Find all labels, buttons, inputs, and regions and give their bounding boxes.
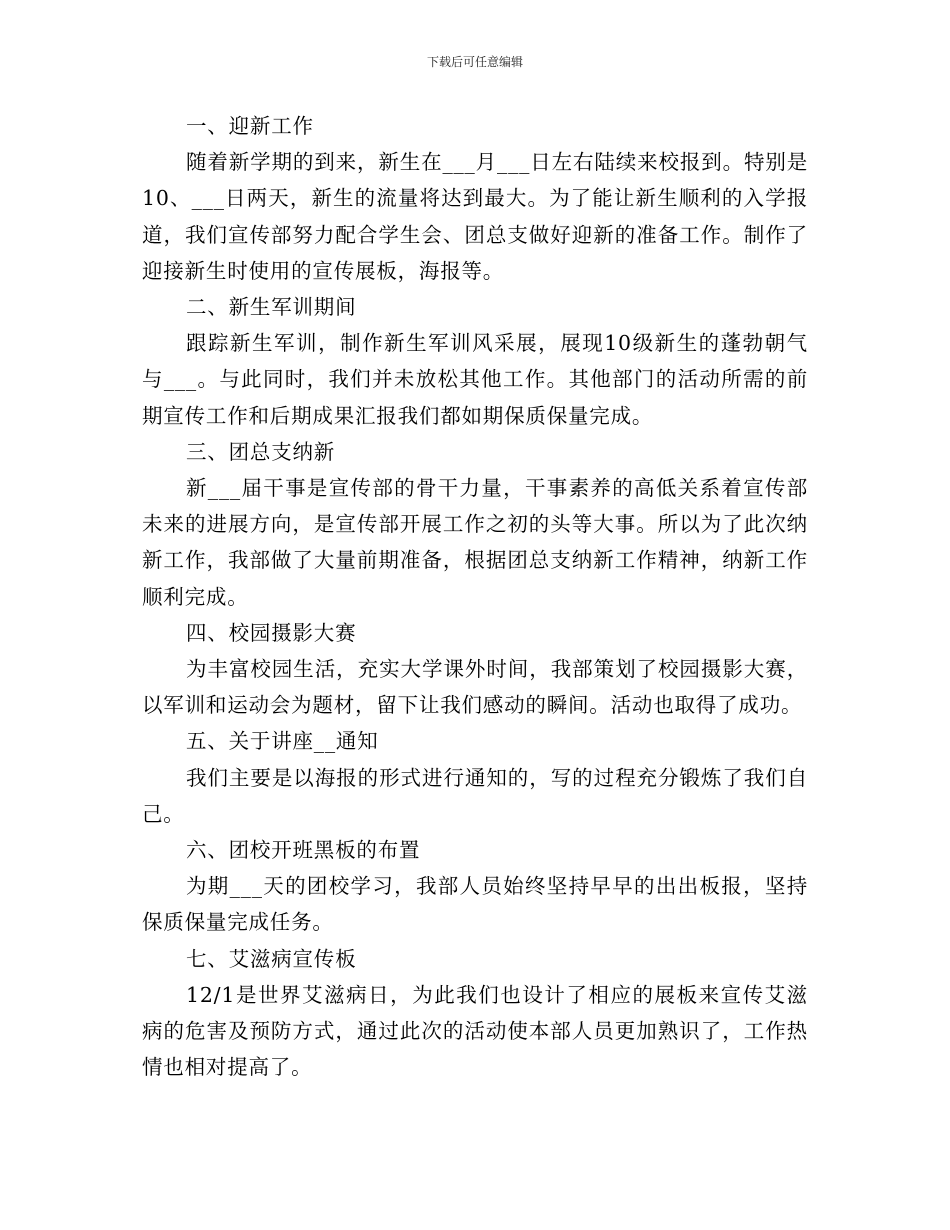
section-text-5: 我们主要是以海报的形式进行通知的，写的过程充分锻炼了我们自己。 [142, 765, 808, 826]
section-heading-3: 三、团总支纳新 [186, 439, 336, 464]
section-heading-7: 七、艾滋病宣传板 [186, 946, 357, 971]
section-heading-6: 六、团校开班黑板的布置 [186, 838, 421, 863]
header-note: 下载后可任意编辑 [426, 55, 523, 69]
section-heading-5: 五、关于讲座__通知 [186, 729, 379, 754]
section-text-6: 为期___天的团校学习，我部人员始终坚持早早的出出板报，坚持保质保量完成任务。 [142, 874, 808, 935]
section-text-3: 新___届干事是宣传部的骨干力量，干事素养的高低关系着宣传部未来的进展方向，是宣传部开展工作之初的头等大事。所以为了此次纳新工作，我部做了大量前期准备，根据团总支纳新工作精神，纳新工作顺利完成。 [142, 476, 808, 609]
section-heading-4: 四、校园摄影大赛 [186, 620, 357, 645]
section-text-2: 跟踪新生军训，制作新生军训风采展，展现10级新生的蓬勃朝气与___。与此同时，我们并未放松其他工作。其他部门的活动所需的前期宣传工作和后期成果汇报我们都如期保质保量完成。 [142, 331, 808, 428]
section-text-1: 随着新学期的到来，新生在___月___日左右陆续来校报到。特别是10、___日两天，新生的流量将达到最大。为了能让新生顺利的入学报道，我们宣传部努力配合学生会、团总支做好迎新的准备工作。制作了迎接新生时使用的宣传展板，海报等。 [142, 150, 808, 283]
section-heading-1: 一、迎新工作 [186, 114, 314, 138]
section-heading-2: 二、新生军训期间 [186, 295, 357, 320]
section-text-4: 为丰富校园生活，充实大学课外时间，我部策划了校园摄影大赛，以军训和运动会为题材，留下让我们感动的瞬间。活动也取得了成功。 [142, 657, 808, 718]
document-body [142, 108, 808, 1085]
section-text-7: 12/1是世界艾滋病日，为此我们也设计了相应的展板来宣传艾滋病的危害及预防方式，通过此次的活动使本部人员更加熟识了，工作热情也相对提高了。 [142, 982, 808, 1080]
